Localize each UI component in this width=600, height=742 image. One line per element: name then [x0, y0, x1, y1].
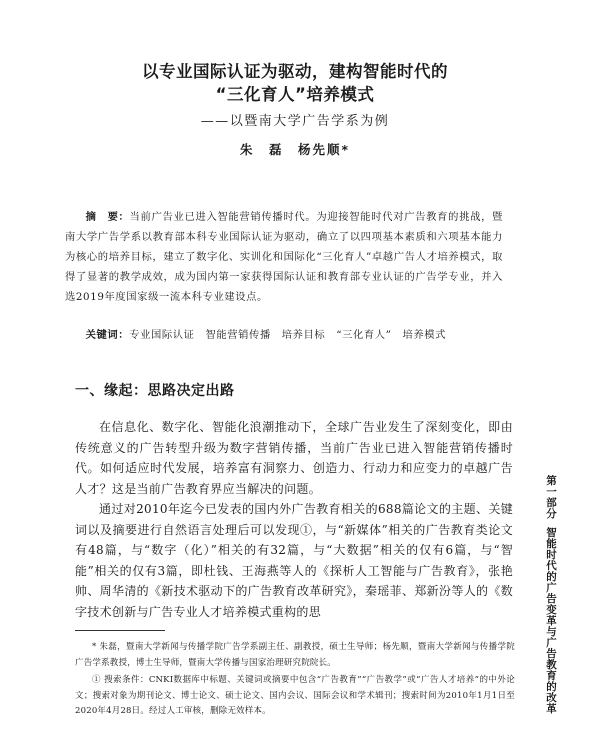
abstract: [65, 207, 503, 307]
footnote-1: ① 搜索条件：CNKI数据库中标题、关键词或摘要中包含“广告教育”“广告教学”或“广告人才培养”的中外论文；搜索对象为期刊论文、博士论文、硕士论文、国内会议、国际会议和学术辑刊；搜索时间为2010年1月1日至2020年4月28日。经过人工审核，删除无效样本。: [75, 675, 515, 716]
side-part-title: 智能时代的广告变革与广告教育的改革: [545, 527, 557, 714]
abstract-label: 摘 要：: [85, 211, 130, 223]
keywords-text: 专业国际认证 智能营销传播 培养目标 “三化育人” 培养模式: [129, 329, 447, 341]
keywords: [65, 325, 503, 345]
side-running-header: [538, 475, 558, 714]
paper-title-line-1: 以专业国际认证为驱动，建构智能时代的: [142, 62, 448, 81]
paper-subtitle: ——以暨南大学广告学系为例: [200, 114, 390, 129]
section-heading: 一、缘起：思路决定出路: [75, 383, 235, 399]
paper-title-line-2: “三化育人”培养模式: [215, 85, 375, 104]
authors: 朱 磊 杨先顺*: [239, 142, 351, 157]
footnote-separator: [75, 630, 165, 631]
keywords-label: 关键词：: [85, 329, 130, 341]
footnote-author: * 朱磊，暨南大学新闻与传播学院广告学系副主任、副教授，硕士生导师；杨先顺，暨南大学新闻与传播学院广告学系教授，博士生导师，暨南大学传播与国家治理研究院院长。: [75, 642, 515, 668]
body-paragraph-2: 通过对2010年迄今已发表的国内外广告教育相关的688篇论文的主题、关键词以及摘要进行自然语言处理后可以发现①，与“新媒体”相关的广告教育类论文有48篇，与“数字（化）”相关的有32篇，与“大数据”相关的仅有6篇，与“智能”相关的仅有3篇，即杜钱、王海燕等人的《探析人工智能与广告教育》，张艳帅、周华清的《新技术驱动下的广告教育改革研究》，秦瑶菲、郑新汾等人的《数字技术创新与广告专业人才培养模式重构的思: [75, 502, 513, 619]
side-part-label: 第一部分: [545, 475, 557, 519]
body-paragraph-1: 在信息化、数字化、智能化浪潮推动下，全球广告业发生了深刻变化，即由传统意义的广告转型升级为数字营销传播，当前广告业已进入智能营销传播时代。如何适应时代发展，培养富有洞察力、创造力、行动力和应变力的卓越广告人才？这是当前广告教育界应当解决的问题。: [75, 420, 513, 496]
abstract-text: 当前广告业已进入智能营销传播时代。为迎接智能时代对广告教育的挑战，暨南大学广告学系以教育部本科专业国际认证为驱动，确立了以四项基本素质和六项基本能力为核心的培养目标，建立了数字化、实训化和国际化“三化育人”卓越广告人才培养模式，取得了显著的教学成效，成为国内第一家获得国际认证和教育部专业认证的广告学专业，并入选2019年度国家级一流本科专业建设点。: [65, 211, 503, 303]
